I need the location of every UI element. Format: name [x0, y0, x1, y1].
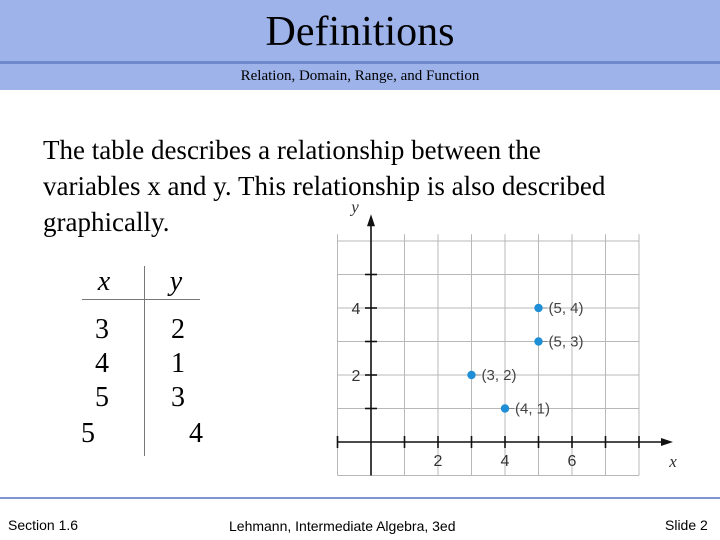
data-point: [534, 337, 542, 345]
footer-slide-number: Slide 2: [665, 517, 708, 533]
body-line: graphically.: [43, 207, 170, 237]
table-cell: 3: [95, 314, 109, 345]
body-line: variables x and y. This relationship is also described: [43, 171, 606, 201]
graph-points: [467, 300, 583, 418]
table-header-x: x: [97, 266, 111, 297]
scatter-graph: [332, 197, 677, 481]
footer-section: Section 1.6: [8, 517, 79, 533]
x-tick-label: 4: [500, 453, 510, 470]
data-point: [534, 304, 542, 312]
table-cell: 5: [81, 418, 95, 449]
x-axis-arrow: [661, 438, 673, 446]
data-point-label: (3, 2): [481, 367, 517, 384]
body-line: The table describes a relationship between the: [43, 135, 541, 165]
data-point-label: (5, 4): [548, 300, 584, 317]
table-cell: 1: [171, 348, 185, 379]
slide-subtitle: Relation, Domain, Range, and Function: [240, 68, 480, 84]
table-cell: 4: [189, 418, 203, 449]
y-tick-label: 4: [351, 301, 361, 318]
footer-book: Lehmann, Intermediate Algebra, 3ed: [229, 518, 456, 534]
data-point: [501, 404, 509, 412]
x-tick-label: 2: [433, 453, 443, 470]
data-point-label: (4, 1): [515, 400, 551, 418]
graph-grid: [338, 234, 640, 475]
table-cell: 2: [171, 314, 185, 345]
title-bar: [0, 0, 720, 64]
graph-axes: [338, 197, 678, 475]
y-tick-label: 2: [351, 368, 361, 385]
subtitle-bar: [0, 64, 720, 90]
y-axis-label: y: [351, 197, 359, 217]
table-cell: 3: [171, 382, 185, 413]
x-axis-label: x: [669, 452, 677, 471]
data-point-label: (5, 3): [548, 333, 584, 351]
table-divider-vertical: [144, 266, 145, 456]
slide-title: Definitions: [265, 9, 455, 55]
table-header-y: y: [169, 266, 183, 297]
table-cell: 5: [95, 382, 109, 413]
table-divider-horizontal: [82, 299, 200, 300]
x-tick-label: 6: [567, 453, 577, 470]
table-cell: 4: [95, 348, 109, 379]
data-point: [467, 371, 475, 379]
xy-table: [72, 262, 212, 462]
